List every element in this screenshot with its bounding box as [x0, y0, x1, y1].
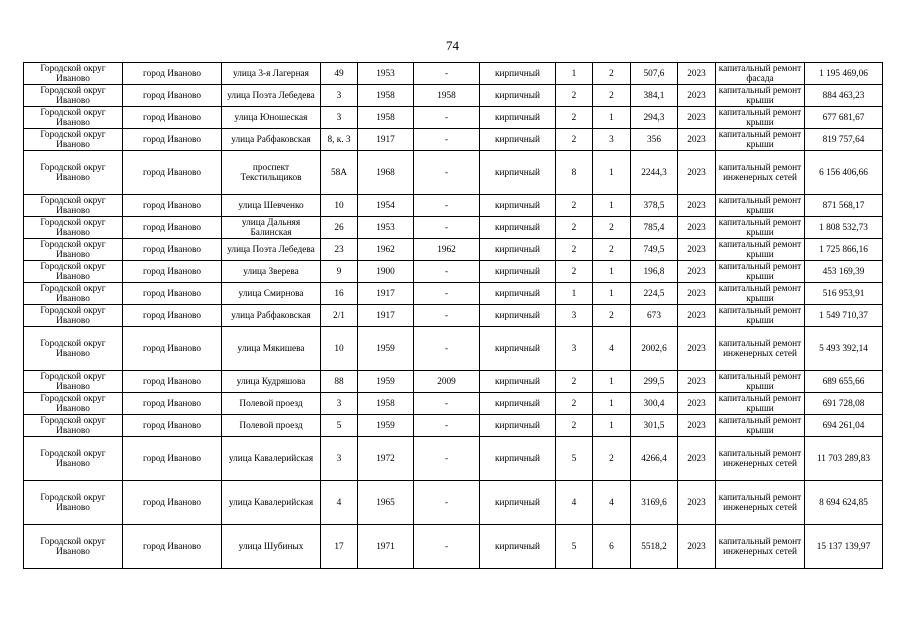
cell-house-number: 3 — [321, 393, 358, 415]
cell-floors: 2 — [556, 195, 593, 217]
cell-municipality: Городской округ Иваново — [24, 525, 123, 569]
cell-work-type: капитальный ремонт крыши — [716, 371, 805, 393]
cell-work-type: капитальный ремонт крыши — [716, 195, 805, 217]
cell-house-number: 17 — [321, 525, 358, 569]
cell-entrances: 2 — [593, 217, 631, 239]
cell-floors: 2 — [556, 261, 593, 283]
cell-reconstruction-year: - — [414, 327, 480, 371]
cell-area: 2244,3 — [631, 151, 678, 195]
cell-cost: 1 808 532,73 — [805, 217, 883, 239]
cell-municipality: Городской округ Иваново — [24, 239, 123, 261]
table-row — [24, 217, 883, 239]
cell-wall-material: кирпичный — [480, 481, 556, 525]
cell-work-type: капитальный ремонт фасада — [716, 63, 805, 85]
cell-floors: 1 — [556, 283, 593, 305]
cell-settlement: город Иваново — [123, 63, 222, 85]
cell-street: улица Кавалерийская — [222, 437, 321, 481]
cell-area: 2002,6 — [631, 327, 678, 371]
cell-area: 224,5 — [631, 283, 678, 305]
table-row — [24, 151, 883, 195]
table-body — [24, 63, 883, 569]
cell-settlement: город Иваново — [123, 151, 222, 195]
cell-reconstruction-year: - — [414, 525, 480, 569]
cell-entrances: 1 — [593, 393, 631, 415]
cell-reconstruction-year: 1958 — [414, 85, 480, 107]
cell-floors: 2 — [556, 239, 593, 261]
cell-municipality: Городской округ Иваново — [24, 129, 123, 151]
cell-area: 299,5 — [631, 371, 678, 393]
cell-cost: 6 156 406,66 — [805, 151, 883, 195]
cell-entrances: 2 — [593, 85, 631, 107]
cell-plan-year: 2023 — [678, 415, 716, 437]
cell-floors: 8 — [556, 151, 593, 195]
cell-area: 3169,6 — [631, 481, 678, 525]
cell-area: 673 — [631, 305, 678, 327]
cell-work-type: капитальный ремонт крыши — [716, 393, 805, 415]
cell-wall-material: кирпичный — [480, 415, 556, 437]
cell-wall-material: кирпичный — [480, 327, 556, 371]
cell-settlement: город Иваново — [123, 415, 222, 437]
cell-settlement: город Иваново — [123, 305, 222, 327]
cell-floors: 4 — [556, 481, 593, 525]
cell-plan-year: 2023 — [678, 63, 716, 85]
cell-build-year: 1971 — [358, 525, 414, 569]
cell-area: 300,4 — [631, 393, 678, 415]
cell-municipality: Городской округ Иваново — [24, 107, 123, 129]
cell-municipality: Городской округ Иваново — [24, 393, 123, 415]
table-row — [24, 63, 883, 85]
cell-house-number: 4 — [321, 481, 358, 525]
cell-floors: 1 — [556, 63, 593, 85]
cell-build-year: 1962 — [358, 239, 414, 261]
cell-cost: 11 703 289,83 — [805, 437, 883, 481]
cell-entrances: 6 — [593, 525, 631, 569]
cell-floors: 2 — [556, 129, 593, 151]
cell-build-year: 1959 — [358, 415, 414, 437]
cell-reconstruction-year: - — [414, 129, 480, 151]
cell-house-number: 26 — [321, 217, 358, 239]
cell-area: 749,5 — [631, 239, 678, 261]
cell-street: улица Дальняя Балинская — [222, 217, 321, 239]
cell-floors: 2 — [556, 371, 593, 393]
cell-area: 356 — [631, 129, 678, 151]
cell-cost: 1 549 710,37 — [805, 305, 883, 327]
cell-build-year: 1917 — [358, 305, 414, 327]
cell-plan-year: 2023 — [678, 239, 716, 261]
cell-plan-year: 2023 — [678, 481, 716, 525]
cell-floors: 3 — [556, 327, 593, 371]
cell-settlement: город Иваново — [123, 481, 222, 525]
cell-area: 294,3 — [631, 107, 678, 129]
cell-municipality: Городской округ Иваново — [24, 415, 123, 437]
cell-floors: 3 — [556, 305, 593, 327]
cell-reconstruction-year: - — [414, 283, 480, 305]
cell-build-year: 1972 — [358, 437, 414, 481]
cell-reconstruction-year: 2009 — [414, 371, 480, 393]
table-row — [24, 437, 883, 481]
cell-plan-year: 2023 — [678, 525, 716, 569]
cell-settlement: город Иваново — [123, 195, 222, 217]
cell-cost: 453 169,39 — [805, 261, 883, 283]
cell-reconstruction-year: - — [414, 195, 480, 217]
cell-entrances: 2 — [593, 305, 631, 327]
cell-settlement: город Иваново — [123, 261, 222, 283]
cell-street: улица Рабфаковская — [222, 305, 321, 327]
cell-plan-year: 2023 — [678, 283, 716, 305]
cell-municipality: Городской округ Иваново — [24, 327, 123, 371]
cell-house-number: 88 — [321, 371, 358, 393]
cell-house-number: 8, к. 3 — [321, 129, 358, 151]
cell-settlement: город Иваново — [123, 107, 222, 129]
cell-plan-year: 2023 — [678, 85, 716, 107]
cell-entrances: 2 — [593, 239, 631, 261]
cell-cost: 5 493 392,14 — [805, 327, 883, 371]
cell-floors: 2 — [556, 85, 593, 107]
cell-municipality: Городской округ Иваново — [24, 195, 123, 217]
cell-municipality: Городской округ Иваново — [24, 305, 123, 327]
cell-plan-year: 2023 — [678, 129, 716, 151]
cell-cost: 1 195 469,06 — [805, 63, 883, 85]
cell-house-number: 5 — [321, 415, 358, 437]
table-row — [24, 129, 883, 151]
cell-street: улица Шубиных — [222, 525, 321, 569]
cell-plan-year: 2023 — [678, 195, 716, 217]
cell-floors: 2 — [556, 393, 593, 415]
cell-entrances: 1 — [593, 151, 631, 195]
cell-area: 378,5 — [631, 195, 678, 217]
table-row — [24, 261, 883, 283]
cell-area: 5518,2 — [631, 525, 678, 569]
cell-house-number: 58А — [321, 151, 358, 195]
cell-reconstruction-year: - — [414, 437, 480, 481]
table-row — [24, 239, 883, 261]
cell-area: 301,5 — [631, 415, 678, 437]
table-row — [24, 195, 883, 217]
cell-wall-material: кирпичный — [480, 305, 556, 327]
cell-cost: 1 725 866,16 — [805, 239, 883, 261]
cell-cost: 884 463,23 — [805, 85, 883, 107]
cell-municipality: Городской округ Иваново — [24, 217, 123, 239]
cell-entrances: 3 — [593, 129, 631, 151]
cell-settlement: город Иваново — [123, 283, 222, 305]
cell-plan-year: 2023 — [678, 327, 716, 371]
cell-area: 785,4 — [631, 217, 678, 239]
cell-build-year: 1917 — [358, 283, 414, 305]
table-row — [24, 85, 883, 107]
cell-wall-material: кирпичный — [480, 393, 556, 415]
cell-build-year: 1958 — [358, 107, 414, 129]
cell-work-type: капитальный ремонт крыши — [716, 415, 805, 437]
cell-work-type: капитальный ремонт инженерных сетей — [716, 481, 805, 525]
cell-entrances: 1 — [593, 261, 631, 283]
cell-cost: 516 953,91 — [805, 283, 883, 305]
cell-reconstruction-year: - — [414, 305, 480, 327]
cell-area: 196,8 — [631, 261, 678, 283]
table-row — [24, 525, 883, 569]
cell-build-year: 1953 — [358, 217, 414, 239]
cell-cost: 8 694 624,85 — [805, 481, 883, 525]
cell-floors: 5 — [556, 437, 593, 481]
cell-municipality: Городской округ Иваново — [24, 63, 123, 85]
cell-entrances: 1 — [593, 415, 631, 437]
cell-street: улица Зверева — [222, 261, 321, 283]
cell-reconstruction-year: - — [414, 481, 480, 525]
cell-house-number: 9 — [321, 261, 358, 283]
cell-settlement: город Иваново — [123, 437, 222, 481]
cell-cost: 871 568,17 — [805, 195, 883, 217]
cell-build-year: 1917 — [358, 129, 414, 151]
cell-plan-year: 2023 — [678, 151, 716, 195]
cell-settlement: город Иваново — [123, 85, 222, 107]
cell-build-year: 1968 — [358, 151, 414, 195]
cell-street: улица Поэта Лебедева — [222, 85, 321, 107]
cell-wall-material: кирпичный — [480, 261, 556, 283]
cell-municipality: Городской округ Иваново — [24, 261, 123, 283]
cell-house-number: 16 — [321, 283, 358, 305]
cell-house-number: 10 — [321, 327, 358, 371]
cell-settlement: город Иваново — [123, 393, 222, 415]
cell-municipality: Городской округ Иваново — [24, 437, 123, 481]
cell-build-year: 1965 — [358, 481, 414, 525]
table-row — [24, 393, 883, 415]
cell-municipality: Городской округ Иваново — [24, 283, 123, 305]
cell-build-year: 1953 — [358, 63, 414, 85]
cell-entrances: 2 — [593, 437, 631, 481]
cell-build-year: 1900 — [358, 261, 414, 283]
cell-settlement: город Иваново — [123, 239, 222, 261]
cell-work-type: капитальный ремонт крыши — [716, 283, 805, 305]
cell-street: улица 3-я Лагерная — [222, 63, 321, 85]
cell-wall-material: кирпичный — [480, 239, 556, 261]
cell-work-type: капитальный ремонт инженерных сетей — [716, 327, 805, 371]
cell-street: проспект Текстильщиков — [222, 151, 321, 195]
cell-settlement: город Иваново — [123, 327, 222, 371]
cell-build-year: 1959 — [358, 371, 414, 393]
cell-street: улица Смирнова — [222, 283, 321, 305]
cell-entrances: 1 — [593, 283, 631, 305]
cell-entrances: 4 — [593, 327, 631, 371]
cell-work-type: капитальный ремонт инженерных сетей — [716, 151, 805, 195]
cell-work-type: капитальный ремонт крыши — [716, 129, 805, 151]
cell-plan-year: 2023 — [678, 371, 716, 393]
cell-wall-material: кирпичный — [480, 107, 556, 129]
cell-wall-material: кирпичный — [480, 525, 556, 569]
cell-work-type: капитальный ремонт крыши — [716, 261, 805, 283]
cell-build-year: 1954 — [358, 195, 414, 217]
cell-entrances: 1 — [593, 195, 631, 217]
cell-plan-year: 2023 — [678, 107, 716, 129]
cell-wall-material: кирпичный — [480, 283, 556, 305]
cell-street: улица Рабфаковская — [222, 129, 321, 151]
cell-entrances: 2 — [593, 63, 631, 85]
cell-work-type: капитальный ремонт крыши — [716, 217, 805, 239]
cell-house-number: 2/1 — [321, 305, 358, 327]
cell-reconstruction-year: - — [414, 151, 480, 195]
cell-street: Полевой проезд — [222, 393, 321, 415]
cell-reconstruction-year: - — [414, 217, 480, 239]
cell-reconstruction-year: - — [414, 107, 480, 129]
cell-work-type: капитальный ремонт крыши — [716, 107, 805, 129]
cell-municipality: Городской округ Иваново — [24, 151, 123, 195]
cell-wall-material: кирпичный — [480, 371, 556, 393]
cell-wall-material: кирпичный — [480, 217, 556, 239]
cell-municipality: Городской округ Иваново — [24, 85, 123, 107]
cell-cost: 694 261,04 — [805, 415, 883, 437]
cell-wall-material: кирпичный — [480, 437, 556, 481]
cell-street: улица Юношеская — [222, 107, 321, 129]
cell-plan-year: 2023 — [678, 305, 716, 327]
cell-cost: 819 757,64 — [805, 129, 883, 151]
table-row — [24, 107, 883, 129]
cell-area: 507,6 — [631, 63, 678, 85]
cell-work-type: капитальный ремонт крыши — [716, 85, 805, 107]
page-number: 74 — [446, 38, 459, 53]
cell-wall-material: кирпичный — [480, 129, 556, 151]
cell-settlement: город Иваново — [123, 525, 222, 569]
table-row — [24, 481, 883, 525]
cell-entrances: 1 — [593, 371, 631, 393]
cell-wall-material: кирпичный — [480, 63, 556, 85]
cell-floors: 2 — [556, 217, 593, 239]
cell-build-year: 1959 — [358, 327, 414, 371]
cell-settlement: город Иваново — [123, 217, 222, 239]
cell-house-number: 49 — [321, 63, 358, 85]
cell-plan-year: 2023 — [678, 217, 716, 239]
cell-settlement: город Иваново — [123, 129, 222, 151]
cell-floors: 2 — [556, 107, 593, 129]
cell-street: улица Кавалерийская — [222, 481, 321, 525]
cell-cost: 15 137 139,97 — [805, 525, 883, 569]
table-row — [24, 415, 883, 437]
cell-floors: 2 — [556, 415, 593, 437]
cell-reconstruction-year: - — [414, 393, 480, 415]
cell-work-type: капитальный ремонт крыши — [716, 305, 805, 327]
cell-reconstruction-year: - — [414, 415, 480, 437]
cell-house-number: 10 — [321, 195, 358, 217]
cell-floors: 5 — [556, 525, 593, 569]
cell-plan-year: 2023 — [678, 393, 716, 415]
cell-build-year: 1958 — [358, 85, 414, 107]
cell-work-type: капитальный ремонт инженерных сетей — [716, 525, 805, 569]
cell-house-number: 3 — [321, 107, 358, 129]
cell-wall-material: кирпичный — [480, 85, 556, 107]
cell-area: 4266,4 — [631, 437, 678, 481]
cell-reconstruction-year: 1962 — [414, 239, 480, 261]
cell-cost: 689 655,66 — [805, 371, 883, 393]
cell-settlement: город Иваново — [123, 371, 222, 393]
cell-work-type: капитальный ремонт крыши — [716, 239, 805, 261]
cell-wall-material: кирпичный — [480, 195, 556, 217]
cell-entrances: 4 — [593, 481, 631, 525]
cell-house-number: 23 — [321, 239, 358, 261]
cell-plan-year: 2023 — [678, 437, 716, 481]
table-row — [24, 371, 883, 393]
cell-entrances: 1 — [593, 107, 631, 129]
cell-cost: 691 728,08 — [805, 393, 883, 415]
cell-build-year: 1958 — [358, 393, 414, 415]
cell-street: улица Поэта Лебедева — [222, 239, 321, 261]
cell-area: 384,1 — [631, 85, 678, 107]
table-row — [24, 305, 883, 327]
cell-cost: 677 681,67 — [805, 107, 883, 129]
cell-municipality: Городской округ Иваново — [24, 481, 123, 525]
table-row — [24, 283, 883, 305]
cell-street: улица Кудряшова — [222, 371, 321, 393]
cell-street: Полевой проезд — [222, 415, 321, 437]
cell-street: улица Шевченко — [222, 195, 321, 217]
cell-reconstruction-year: - — [414, 261, 480, 283]
table-row — [24, 327, 883, 371]
cell-house-number: 3 — [321, 437, 358, 481]
housing-repair-table — [23, 62, 883, 569]
cell-work-type: капитальный ремонт инженерных сетей — [716, 437, 805, 481]
cell-reconstruction-year: - — [414, 63, 480, 85]
cell-wall-material: кирпичный — [480, 151, 556, 195]
cell-municipality: Городской округ Иваново — [24, 371, 123, 393]
cell-street: улица Мякишева — [222, 327, 321, 371]
cell-house-number: 3 — [321, 85, 358, 107]
cell-plan-year: 2023 — [678, 261, 716, 283]
